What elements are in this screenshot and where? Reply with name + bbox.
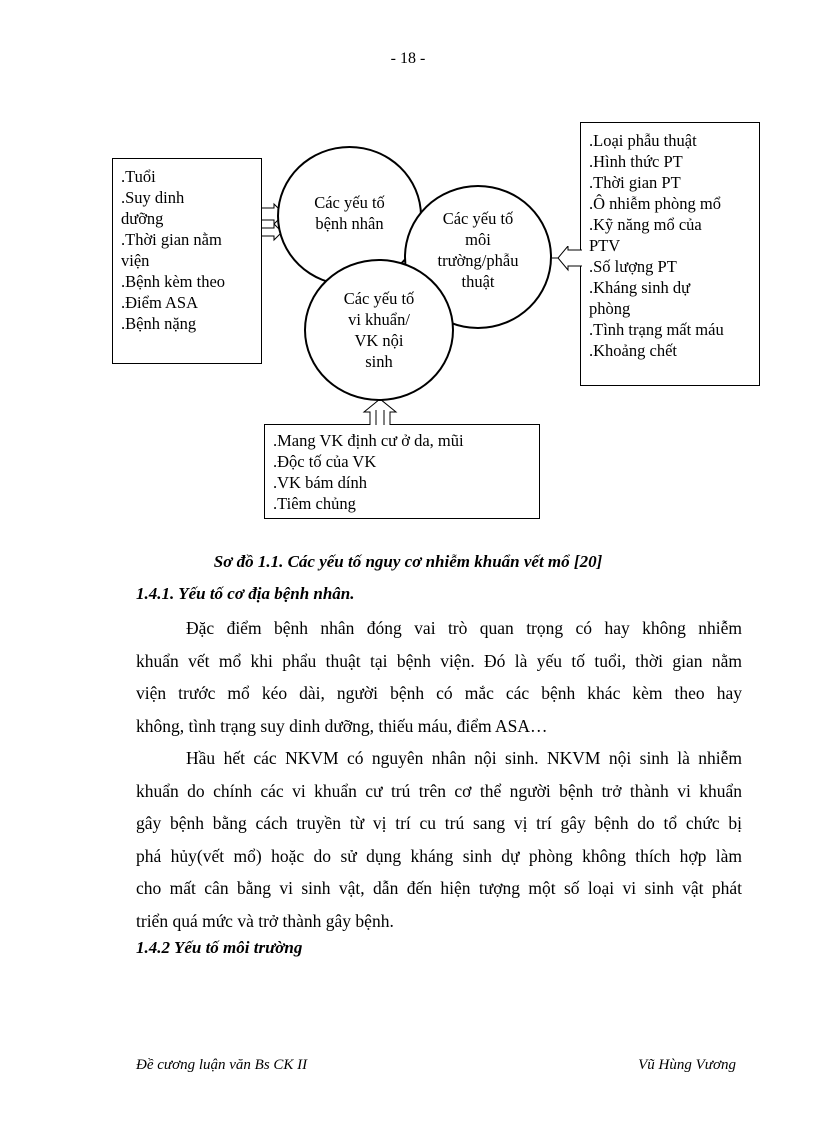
circle-label: Các yếu tố môi trường/phẫu thuật — [437, 209, 519, 291]
box-line: phòng — [589, 299, 631, 318]
paragraph-patient-factors — [136, 612, 742, 742]
bacteria-factors-circle — [304, 259, 454, 401]
paragraph-line: khuẩn vết mổ khi phẩu thuật tại bệnh viện. Đó là yếu tố tuổi, thời gian nằm — [136, 650, 742, 671]
paragraph-line: khuẩn do chính các vi khuẩn cư trú trên cơ thể người bệnh trở thành vi khuẩn — [136, 780, 742, 801]
patient-factors-box — [112, 158, 262, 364]
right-connector-arrow — [550, 246, 584, 276]
bacteria-factors-box — [264, 424, 540, 519]
box-line: .Suy dinh — [121, 188, 185, 207]
paragraph-line: Đặc điểm bệnh nhân đóng vai trò quan trọng có hay không nhiễm — [186, 618, 742, 638]
paragraph-line: Hầu hết các NKVM có nguyên nhân nội sinh. NKVM nội sinh là nhiễm — [186, 748, 742, 768]
box-line: .Độc tố của VK — [273, 452, 377, 471]
box-line: .Tuổi — [121, 167, 156, 186]
box-line: .Kỹ năng mổ của — [589, 215, 702, 234]
box-line: .Điểm ASA — [121, 293, 199, 312]
paragraph-line: cho mất cân bằng vi sinh vật, dẫn đến hiện tượng một số loại vi sinh vật phát — [136, 878, 742, 898]
bottom-connector-arrow — [360, 398, 400, 426]
footer-title: Đề cương luận văn Bs CK II — [136, 1057, 308, 1073]
box-line: .Hình thức PT — [589, 152, 683, 171]
paragraph-line: viện trước mổ kéo dài, người bệnh có mắc các bệnh khác kèm theo hay — [136, 683, 742, 703]
surgery-factors-box — [580, 122, 760, 386]
paragraph-line: gây bệnh bằng cách truyền từ vị trí cu trú sang vị trí gây bệnh do tổ chức bị — [136, 813, 742, 833]
box-line: PTV — [589, 236, 621, 255]
box-line: .Ô nhiễm phòng mổ — [589, 194, 721, 213]
box-line: .Số lượng PT — [589, 257, 677, 276]
box-line: .Thời gian nằm — [121, 230, 222, 249]
box-line: .Loại phẫu thuật — [589, 131, 697, 150]
circle-label: Các yếu tố vi khuẩn/ VK nội sinh — [343, 289, 415, 371]
circle-label: Các yếu tố bệnh nhân — [314, 193, 385, 233]
paragraph-line: không, tình trạng suy dinh dưỡng, thiếu máu, điểm ASA… — [136, 715, 548, 736]
paragraph-endogenous-infection — [136, 742, 742, 937]
box-line: .Tình trạng mất máu — [589, 320, 724, 339]
box-line: .Khoảng chết — [589, 341, 677, 360]
paragraph-line: phá hủy(vết mổ) hoặc do sử dụng kháng sinh dự phòng không thích hợp làm — [136, 845, 742, 866]
box-line: .Bệnh nặng — [121, 314, 197, 333]
box-line: .VK bám dính — [273, 473, 367, 492]
section-heading-1-4-2: 1.4.2 Yếu tố môi trường — [136, 938, 303, 957]
section-heading-1-4-1: 1.4.1. Yếu tố cơ địa bệnh nhân. — [136, 584, 355, 603]
box-line: dưỡng — [121, 209, 164, 228]
box-line: .Kháng sinh dự — [589, 278, 691, 297]
box-line: .Bệnh kèm theo — [121, 272, 226, 291]
box-line: viện — [121, 251, 150, 270]
page-number: - 18 - — [390, 50, 426, 67]
paragraph-line: triển quá mức và trở thành gây bệnh. — [136, 910, 394, 931]
box-line: .Mang VK định cư ở da, mũi — [273, 431, 464, 450]
footer-author: Vũ Hùng Vương — [638, 1057, 736, 1073]
box-line: .Thời gian PT — [589, 173, 681, 192]
diagram-caption: Sơ đồ 1.1. Các yếu tố nguy cơ nhiễm khuẩn vết mổ [20] — [213, 552, 603, 571]
box-line: .Tiêm chủng — [273, 494, 356, 513]
